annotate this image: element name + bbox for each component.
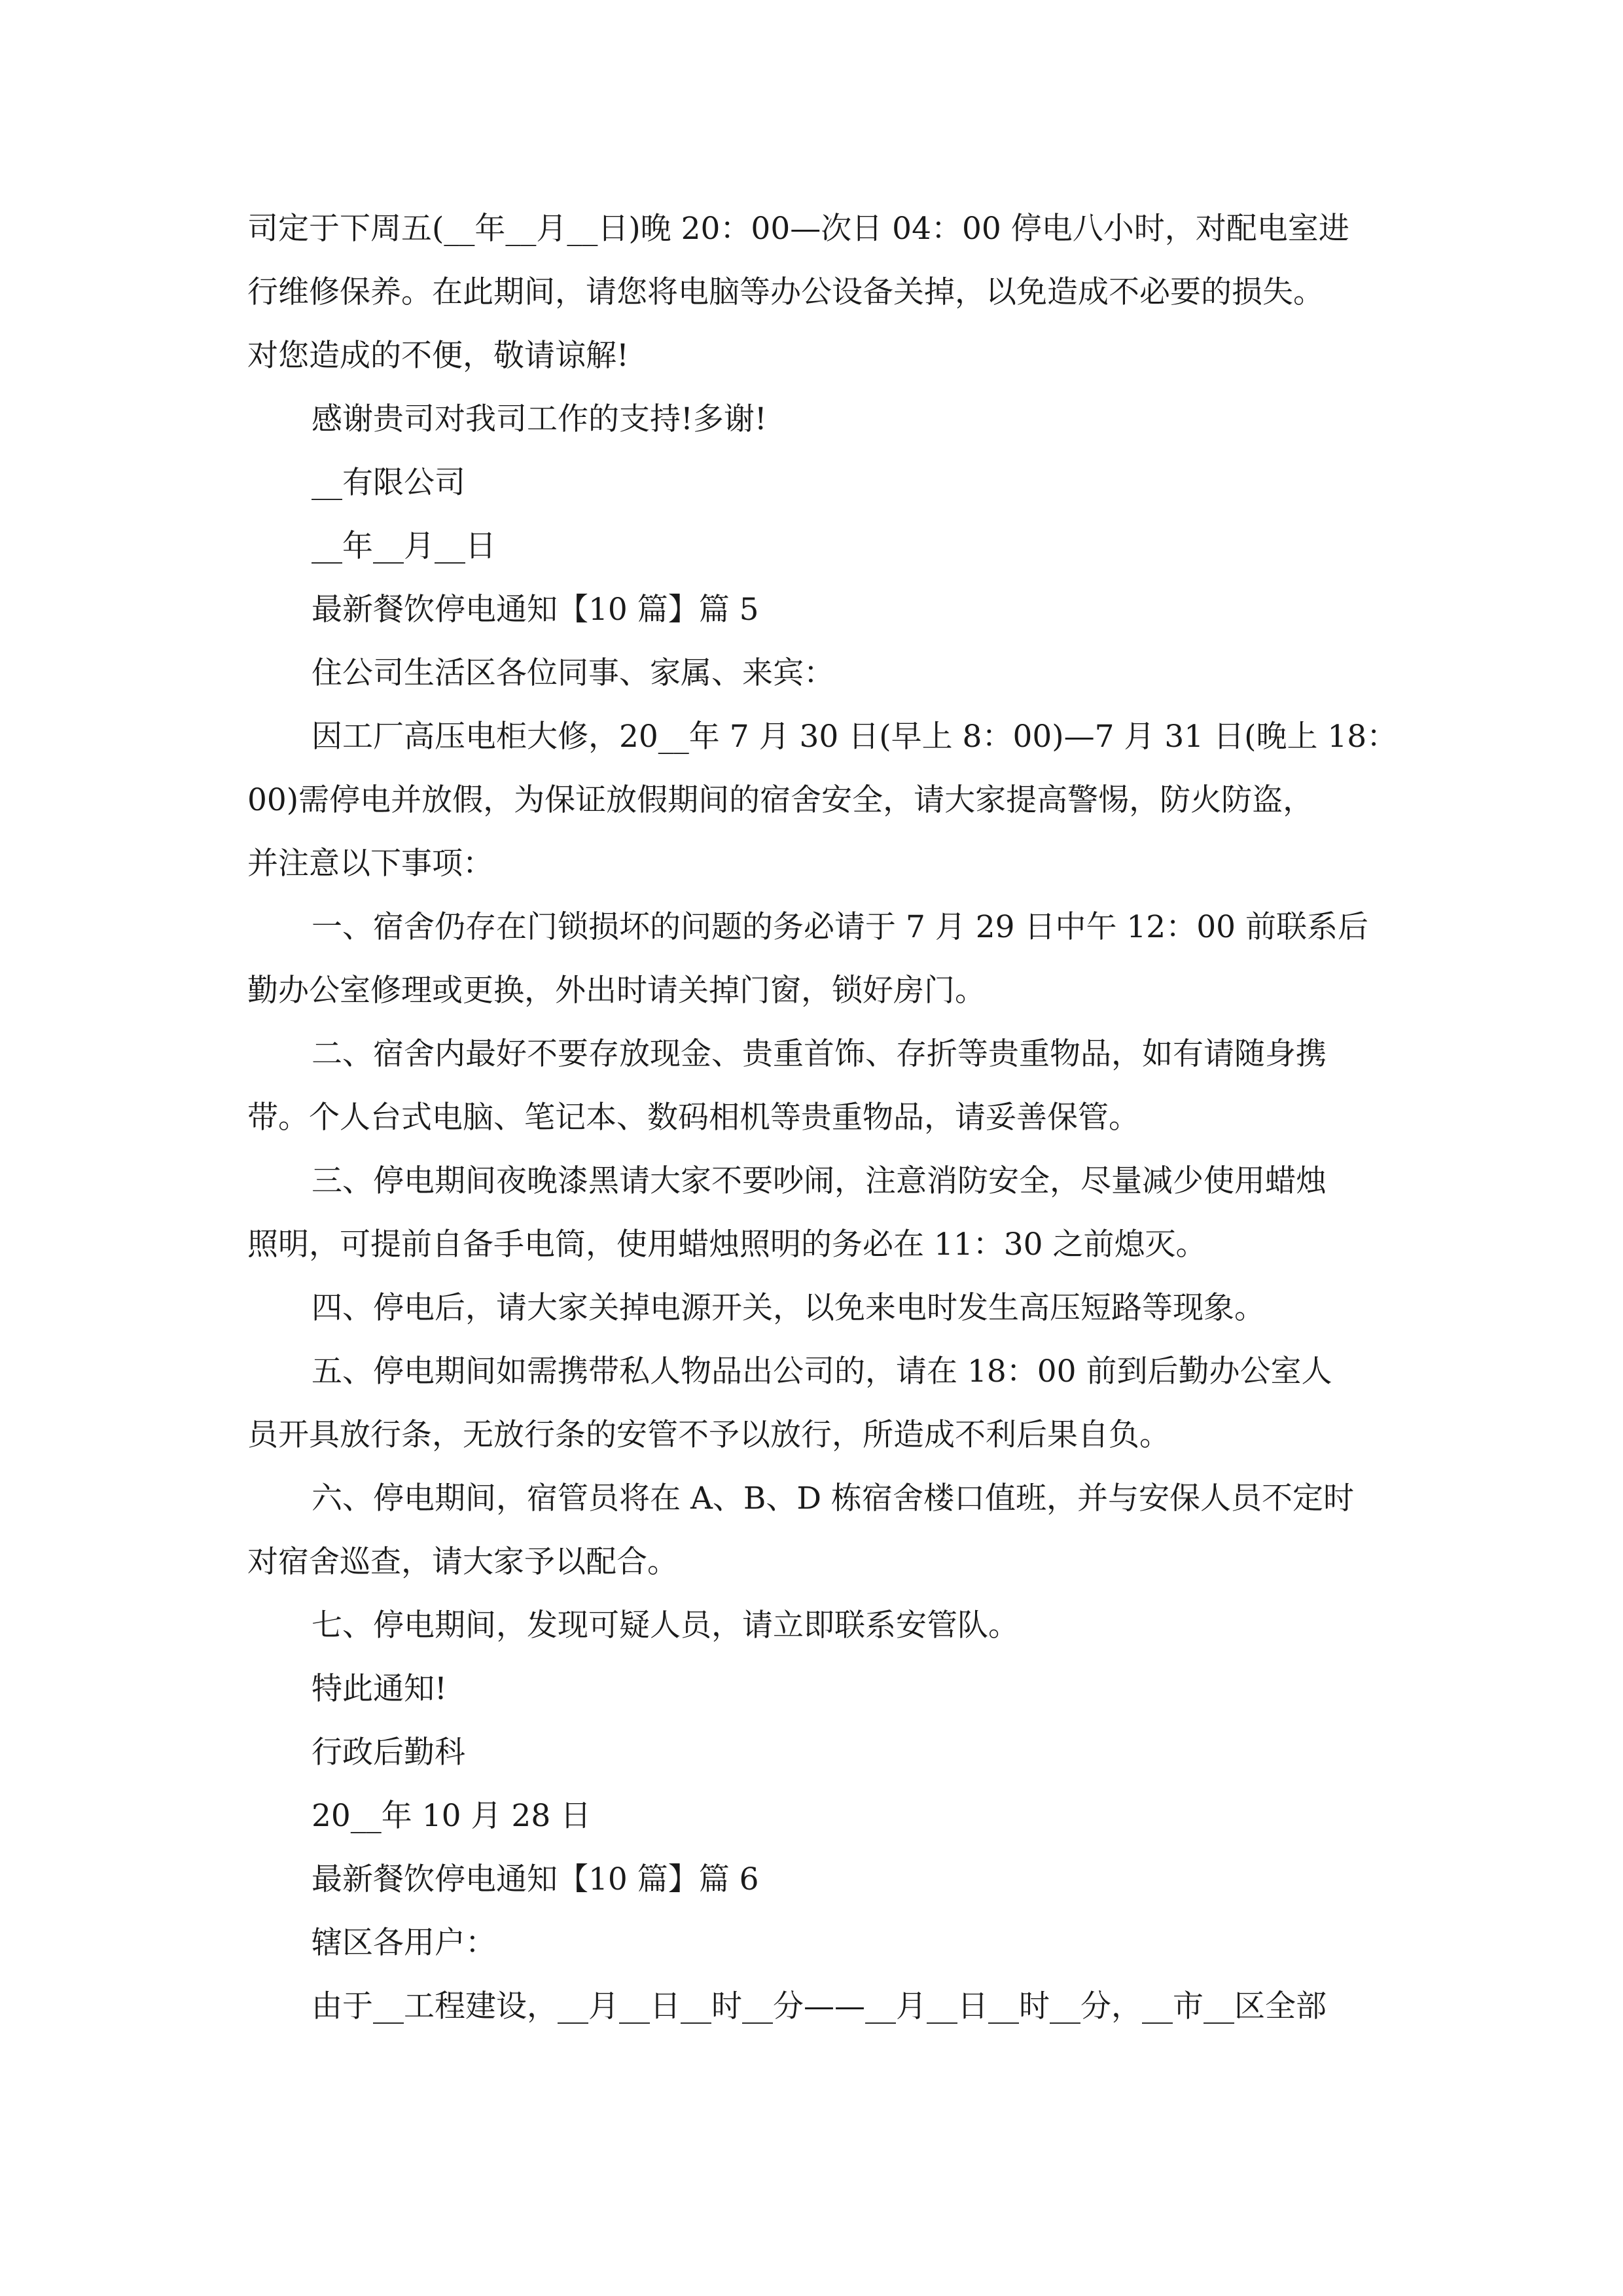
list-item-line: 一、宿舍仍存在门锁损坏的问题的务必请于 7 月 29 日中午 12：00 前联系后	[312, 909, 1368, 945]
section-heading: 最新餐饮停电通知【10 篇】篇 5	[312, 592, 759, 628]
signature-company: __有限公司	[312, 465, 465, 501]
paragraph-line: 并注意以下事项：	[247, 846, 493, 882]
section-heading: 最新餐饮停电通知【10 篇】篇 6	[312, 1861, 759, 1897]
list-item-line: 五、停电期间如需携带私人物品出公司的，请在 18：00 前到后勤办公室人	[312, 1354, 1332, 1390]
closing-line: 特此通知!	[312, 1671, 447, 1707]
list-item-line: 七、停电期间，发现可疑人员，请立即联系安管队。	[312, 1607, 1019, 1643]
list-item-line: 二、宿舍内最好不要存放现金、贵重首饰、存折等贵重物品，如有请随身携	[312, 1036, 1327, 1072]
list-item-line: 六、停电期间，宿管员将在 A、B、D 栋宿舍楼口值班，并与安保人员不定时	[312, 1480, 1355, 1516]
list-item-line: 三、停电期间夜晚漆黑请大家不要吵闹，注意消防安全，尽量减少使用蜡烛	[312, 1163, 1327, 1199]
paragraph-line: 行维修保养。在此期间，请您将电脑等办公设备关掉，以免造成不必要的损失。	[247, 274, 1324, 310]
list-item-line: 四、停电后，请大家关掉电源开关，以免来电时发生高压短路等现象。	[312, 1290, 1265, 1326]
paragraph-line: 由于__工程建设，__月__日__时__分——__月__日__时__分，__市__区全部	[312, 1988, 1327, 2024]
list-item-line: 员开具放行条，无放行条的安管不予以放行，所造成不利后果自负。	[247, 1417, 1170, 1453]
signature-date: 20__年 10 月 28 日	[312, 1798, 592, 1834]
paragraph-line: 00)需停电并放假，为保证放假期间的宿舍安全，请大家提高警惕，防火防盗，	[247, 782, 1314, 818]
signature-department: 行政后勤科	[312, 1734, 465, 1770]
list-item-line: 对宿舍巡查，请大家予以配合。	[247, 1544, 678, 1580]
paragraph-line: 感谢贵司对我司工作的支持!多谢!	[312, 401, 767, 437]
paragraph-line: 对您造成的不便，敬请谅解!	[247, 338, 629, 374]
list-item-line: 照明，可提前自备手电筒，使用蜡烛照明的务必在 11：30 之前熄灭。	[247, 1227, 1207, 1263]
paragraph-line: 因工厂高压电柜大修，20__年 7 月 30 日(早上 8：00)—7 月 31 日(晚上 18：	[312, 719, 1398, 755]
salutation: 住公司生活区各位同事、家属、来宾：	[312, 655, 834, 691]
paragraph-line: 司定于下周五(__年__月__日)晚 20：00—次日 04：00 停电八小时，对配电室进	[247, 211, 1349, 247]
list-item-line: 带。个人台式电脑、笔记本、数码相机等贵重物品，请妥善保管。	[247, 1100, 1139, 1136]
list-item-line: 勤办公室修理或更换，外出时请关掉门窗，锁好房门。	[247, 973, 986, 1009]
signature-date: __年__月__日	[312, 528, 496, 564]
salutation: 辖区各用户：	[312, 1925, 496, 1961]
